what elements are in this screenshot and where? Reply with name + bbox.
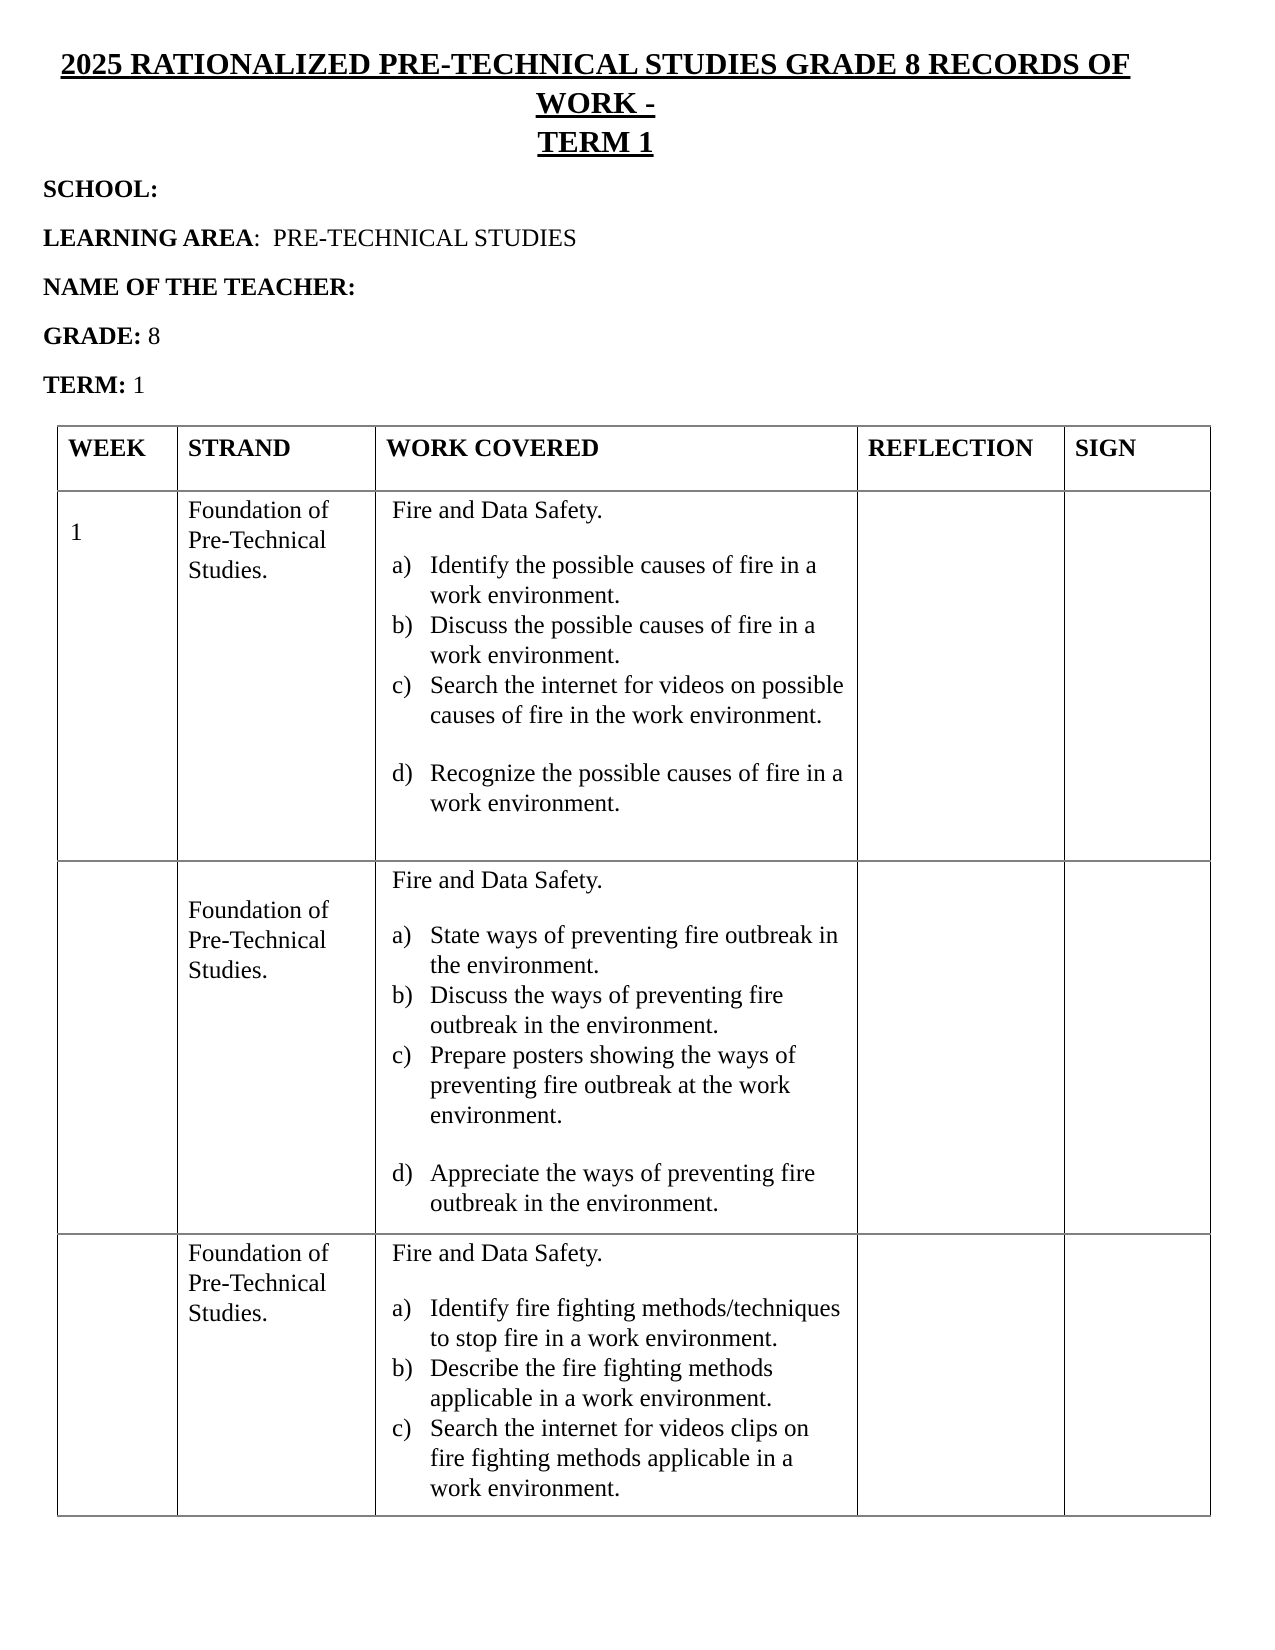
document-title bbox=[43, 44, 1148, 161]
item-text: Identify the possible causes of fire in a work environment. bbox=[430, 552, 817, 609]
title-line-1-text: 2025 RATIONALIZED PRE-TECHNICAL STUDIES GRADE 8 RECORDS OF WORK - bbox=[60, 46, 1131, 120]
field-grade-value: 8 bbox=[141, 323, 161, 350]
item-marker: a) bbox=[392, 922, 412, 949]
item-text: Search the internet for videos on possible causes of fire in the work environment. bbox=[430, 672, 844, 729]
sign-cell bbox=[1065, 1234, 1211, 1516]
table-row bbox=[58, 491, 1211, 861]
item-marker: c) bbox=[392, 1415, 412, 1442]
item-text: State ways of preventing fire outbreak in the environment. bbox=[430, 922, 839, 979]
reflection-cell bbox=[858, 1234, 1065, 1516]
field-school-label: SCHOOL: bbox=[43, 176, 159, 203]
header-strand: STRAND bbox=[178, 426, 376, 491]
week-cell bbox=[58, 861, 178, 1234]
strand-cell bbox=[178, 861, 376, 1234]
work-item bbox=[392, 551, 849, 611]
header-work-covered: WORK COVERED bbox=[376, 426, 858, 491]
header-week: WEEK bbox=[58, 426, 178, 491]
field-grade bbox=[43, 322, 1235, 352]
work-topic: Fire and Data Safety. bbox=[392, 867, 603, 894]
item-marker: d) bbox=[392, 760, 413, 787]
work-covered-cell bbox=[376, 1234, 858, 1516]
field-term-value: 1 bbox=[126, 372, 146, 399]
reflection-cell bbox=[858, 491, 1065, 861]
field-grade-label: GRADE: bbox=[43, 323, 142, 350]
week-cell bbox=[58, 1234, 178, 1516]
field-term-label: TERM: bbox=[43, 372, 127, 399]
header-reflection: REFLECTION bbox=[858, 426, 1065, 491]
item-marker: b) bbox=[392, 982, 413, 1009]
reflection-cell bbox=[858, 861, 1065, 1234]
field-teacher-name-label: NAME OF THE TEACHER: bbox=[43, 274, 356, 301]
work-item bbox=[392, 981, 849, 1041]
field-teacher-name bbox=[43, 273, 1235, 303]
strand-text: Foundation of Pre-Technical Studies. bbox=[188, 1240, 329, 1327]
title-line-2-text: TERM 1 bbox=[537, 124, 654, 159]
work-item bbox=[392, 1414, 849, 1504]
item-marker: d) bbox=[392, 1160, 413, 1187]
work-item bbox=[392, 671, 849, 731]
item-marker: c) bbox=[392, 1042, 412, 1069]
item-text: Discuss the possible causes of fire in a work environment. bbox=[430, 612, 816, 669]
strand-cell bbox=[178, 491, 376, 861]
records-of-work-table bbox=[57, 425, 1211, 1517]
item-text: Search the internet for videos clips on fire fighting methods applicable in a work environment. bbox=[430, 1415, 810, 1502]
item-text: Recognize the possible causes of fire in a work environment. bbox=[430, 760, 844, 817]
item-text: Describe the fire fighting methods applicable in a work environment. bbox=[430, 1355, 773, 1412]
item-text: Prepare posters showing the ways of preventing fire outbreak at the work environment. bbox=[430, 1042, 796, 1129]
item-marker: a) bbox=[392, 1295, 412, 1322]
title-line-1 bbox=[43, 44, 1148, 122]
item-text: Discuss the ways of preventing fire outbreak in the environment. bbox=[430, 982, 784, 1039]
field-term bbox=[43, 371, 1235, 401]
work-item bbox=[392, 921, 849, 981]
work-item bbox=[392, 1294, 849, 1354]
work-item bbox=[392, 1159, 849, 1219]
item-marker: b) bbox=[392, 1355, 413, 1382]
work-item bbox=[392, 611, 849, 671]
work-covered-cell bbox=[376, 491, 858, 861]
item-text: Identify fire fighting methods/techniques to stop fire in a work environment. bbox=[430, 1295, 841, 1352]
strand-text: Foundation of Pre-Technical Studies. bbox=[188, 497, 329, 584]
field-school bbox=[43, 175, 1235, 205]
field-learning-area-label: LEARNING AREA bbox=[43, 225, 254, 252]
strand-text: Foundation of Pre-Technical Studies. bbox=[188, 897, 329, 984]
table-header-row bbox=[58, 426, 1211, 491]
item-marker: b) bbox=[392, 612, 413, 639]
strand-cell bbox=[178, 1234, 376, 1516]
work-topic: Fire and Data Safety. bbox=[392, 497, 603, 524]
field-learning-area-value: : PRE-TECHNICAL STUDIES bbox=[253, 225, 577, 252]
week-value: 1 bbox=[70, 519, 83, 546]
header-fields bbox=[43, 175, 1235, 401]
item-marker: c) bbox=[392, 672, 412, 699]
work-topic: Fire and Data Safety. bbox=[392, 1240, 603, 1267]
field-learning-area bbox=[43, 224, 1235, 254]
table-row bbox=[58, 861, 1211, 1234]
sign-cell bbox=[1065, 861, 1211, 1234]
item-marker: a) bbox=[392, 552, 412, 579]
title-line-2 bbox=[43, 122, 1148, 161]
work-covered-cell bbox=[376, 861, 858, 1234]
header-sign: SIGN bbox=[1065, 426, 1211, 491]
work-item bbox=[392, 1354, 849, 1414]
work-item bbox=[392, 759, 849, 819]
table-row bbox=[58, 1234, 1211, 1516]
work-item bbox=[392, 1041, 849, 1131]
sign-cell bbox=[1065, 491, 1211, 861]
item-text: Appreciate the ways of preventing fire outbreak in the environment. bbox=[430, 1160, 816, 1217]
week-cell bbox=[58, 491, 178, 861]
